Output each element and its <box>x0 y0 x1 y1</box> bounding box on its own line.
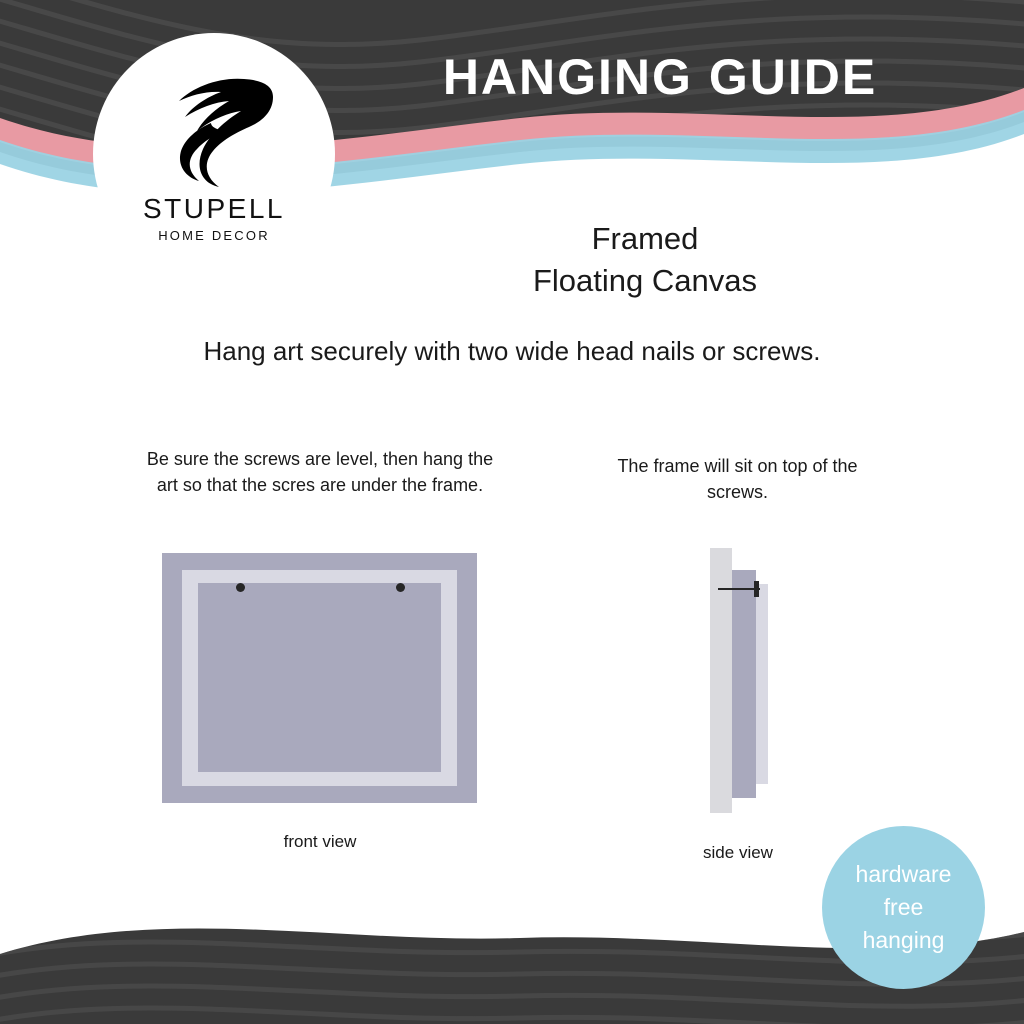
front-view-canvas <box>198 583 441 772</box>
screw-marker-left-icon <box>236 583 245 592</box>
badge-line-3: hanging <box>862 927 945 953</box>
front-view-caption: Be sure the screws are level, then hang the art so that the scres are under the frame. <box>146 449 494 495</box>
hardware-free-hanging-badge <box>822 826 985 989</box>
side-view-frame <box>732 570 756 798</box>
instruction-text: Hang art securely with two wide head nails or screws. <box>203 336 821 366</box>
badge-line-2: free <box>883 894 924 920</box>
front-view-label: front view <box>283 832 357 851</box>
brand-name: STUPELL <box>143 193 285 224</box>
screw-head-icon <box>754 581 759 597</box>
side-view-caption: The frame will sit on top of the screws. <box>617 456 858 502</box>
stupell-swoosh-logo-icon <box>149 71 279 189</box>
badge-line-1: hardware <box>855 861 952 887</box>
side-view-label: side view <box>703 843 773 862</box>
product-name-line2: Floating Canvas <box>532 263 757 298</box>
screw-marker-right-icon <box>396 583 405 592</box>
side-view-diagram <box>710 548 830 813</box>
product-name <box>345 218 945 302</box>
brand-tagline: HOME DECOR <box>158 228 270 243</box>
brand-logo-badge <box>93 33 335 275</box>
side-view-canvas <box>756 584 768 784</box>
product-name-line1: Framed <box>591 221 699 256</box>
page-title: HANGING GUIDE <box>442 49 878 105</box>
front-view-diagram <box>162 553 477 803</box>
